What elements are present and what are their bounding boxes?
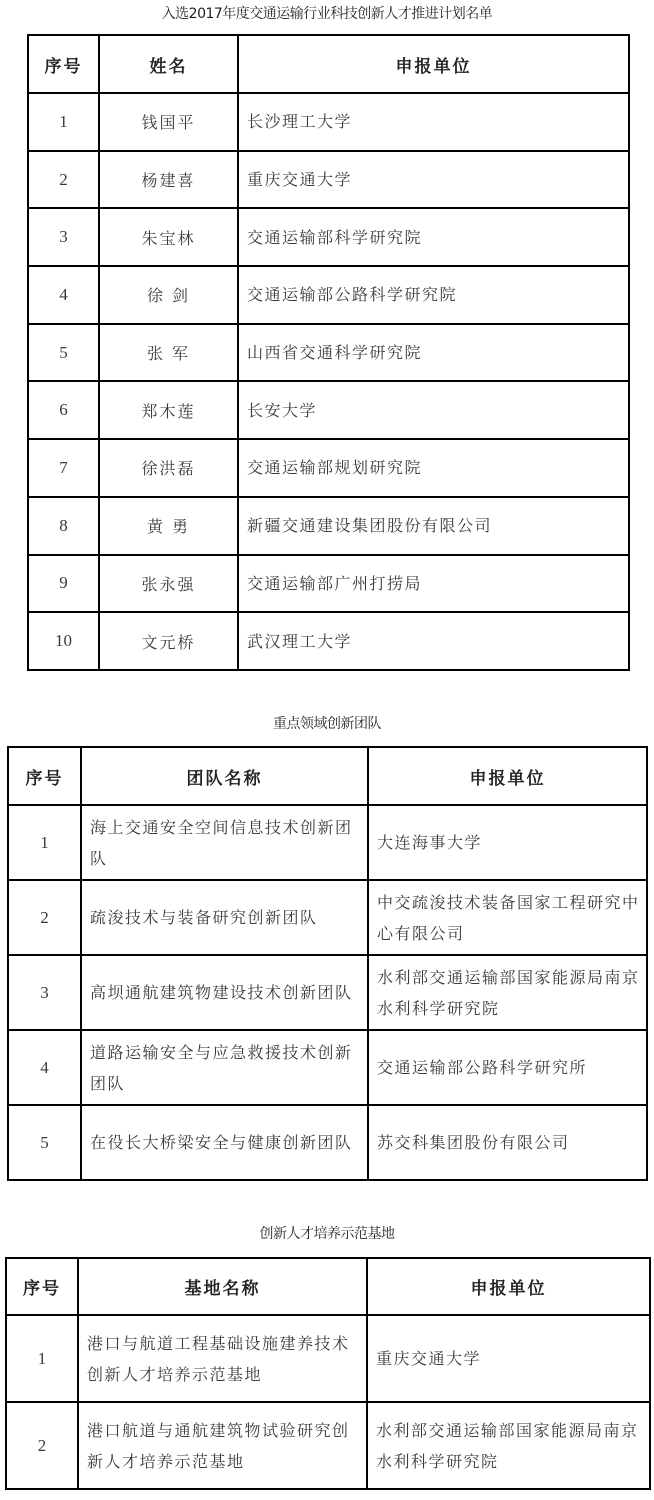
table-row: [6, 1402, 650, 1489]
talents-title: 入选2017年度交通运输行业科技创新人才推进计划名单: [161, 6, 493, 22]
table-header-row: [6, 1258, 650, 1315]
table-row: [28, 555, 629, 613]
row-name: 在役长大桥梁安全与健康创新团队: [81, 1105, 368, 1180]
row-name: 疏浚技术与装备研究创新团队: [81, 880, 368, 955]
row-unit: 新疆交通建设集团股份有限公司: [238, 497, 629, 555]
row-unit: 交通运输部规划研究院: [238, 439, 629, 497]
row-index: 4: [28, 266, 99, 324]
row-unit: 长安大学: [238, 381, 629, 439]
row-index: 5: [28, 324, 99, 382]
row-index: 6: [28, 381, 99, 439]
header-name: 姓名: [99, 35, 238, 93]
row-name: 黄 勇: [99, 497, 238, 555]
table-row: [28, 439, 629, 497]
table-row: [28, 208, 629, 266]
row-unit: 大连海事大学: [368, 805, 647, 880]
table-row: [8, 1030, 647, 1105]
row-index: 9: [28, 555, 99, 613]
header-name: 基地名称: [78, 1258, 367, 1315]
row-unit: 重庆交通大学: [238, 151, 629, 209]
header-index: 序号: [6, 1258, 78, 1315]
header-index: 序号: [28, 35, 99, 93]
header-index: 序号: [8, 747, 81, 805]
table-row: [28, 381, 629, 439]
row-index: 1: [6, 1315, 78, 1402]
row-index: 7: [28, 439, 99, 497]
table-row: [8, 805, 647, 880]
row-name: 张 军: [99, 324, 238, 382]
row-index: 3: [8, 955, 81, 1030]
row-index: 1: [28, 93, 99, 151]
row-unit: 交通运输部广州打捞局: [238, 555, 629, 613]
row-index: 10: [28, 612, 99, 670]
row-name: 文元桥: [99, 612, 238, 670]
bases-title: 创新人才培养示范基地: [259, 1226, 395, 1242]
header-unit: 申报单位: [238, 35, 629, 93]
table-header-row: [8, 747, 647, 805]
row-name: 张永强: [99, 555, 238, 613]
row-name: 道路运输安全与应急救援技术创新团队: [81, 1030, 368, 1105]
row-name: 海上交通安全空间信息技术创新团队: [81, 805, 368, 880]
table-row: [28, 266, 629, 324]
row-name: 钱国平: [99, 93, 238, 151]
bases-table: [5, 1257, 651, 1490]
row-index: 4: [8, 1030, 81, 1105]
table-row: [28, 151, 629, 209]
row-unit: 中交疏浚技术装备国家工程研究中心有限公司: [368, 880, 647, 955]
table-row: [8, 955, 647, 1030]
table-row: [6, 1315, 650, 1402]
row-unit: 重庆交通大学: [367, 1315, 650, 1402]
row-index: 2: [28, 151, 99, 209]
teams-table: [7, 746, 648, 1181]
row-unit: 水利部交通运输部国家能源局南京水利科学研究院: [367, 1402, 650, 1489]
row-name: 徐 剑: [99, 266, 238, 324]
table-row: [8, 880, 647, 955]
row-name: 高坝通航建筑物建设技术创新团队: [81, 955, 368, 1030]
row-name: 徐洪磊: [99, 439, 238, 497]
row-unit: 苏交科集团股份有限公司: [368, 1105, 647, 1180]
row-unit: 交通运输部公路科学研究所: [368, 1030, 647, 1105]
row-unit: 交通运输部公路科学研究院: [238, 266, 629, 324]
row-index: 5: [8, 1105, 81, 1180]
table-row: [28, 612, 629, 670]
row-unit: 武汉理工大学: [238, 612, 629, 670]
row-name: 朱宝林: [99, 208, 238, 266]
table-row: [28, 497, 629, 555]
talents-table: [27, 34, 630, 671]
header-unit: 申报单位: [368, 747, 647, 805]
row-name: 港口航道与通航建筑物试验研究创新人才培养示范基地: [78, 1402, 367, 1489]
table-row: [28, 324, 629, 382]
header-name: 团队名称: [81, 747, 368, 805]
row-index: 8: [28, 497, 99, 555]
row-unit: 水利部交通运输部国家能源局南京水利科学研究院: [368, 955, 647, 1030]
table-header-row: [28, 35, 629, 93]
row-unit: 交通运输部科学研究院: [238, 208, 629, 266]
table-row: [8, 1105, 647, 1180]
row-index: 3: [28, 208, 99, 266]
table-row: [28, 93, 629, 151]
teams-title: 重点领域创新团队: [273, 716, 381, 732]
row-unit: 长沙理工大学: [238, 93, 629, 151]
row-name: 杨建喜: [99, 151, 238, 209]
header-unit: 申报单位: [367, 1258, 650, 1315]
row-name: 港口与航道工程基础设施建养技术创新人才培养示范基地: [78, 1315, 367, 1402]
row-index: 2: [6, 1402, 78, 1489]
row-index: 1: [8, 805, 81, 880]
row-index: 2: [8, 880, 81, 955]
row-unit: 山西省交通科学研究院: [238, 324, 629, 382]
row-name: 郑木莲: [99, 381, 238, 439]
